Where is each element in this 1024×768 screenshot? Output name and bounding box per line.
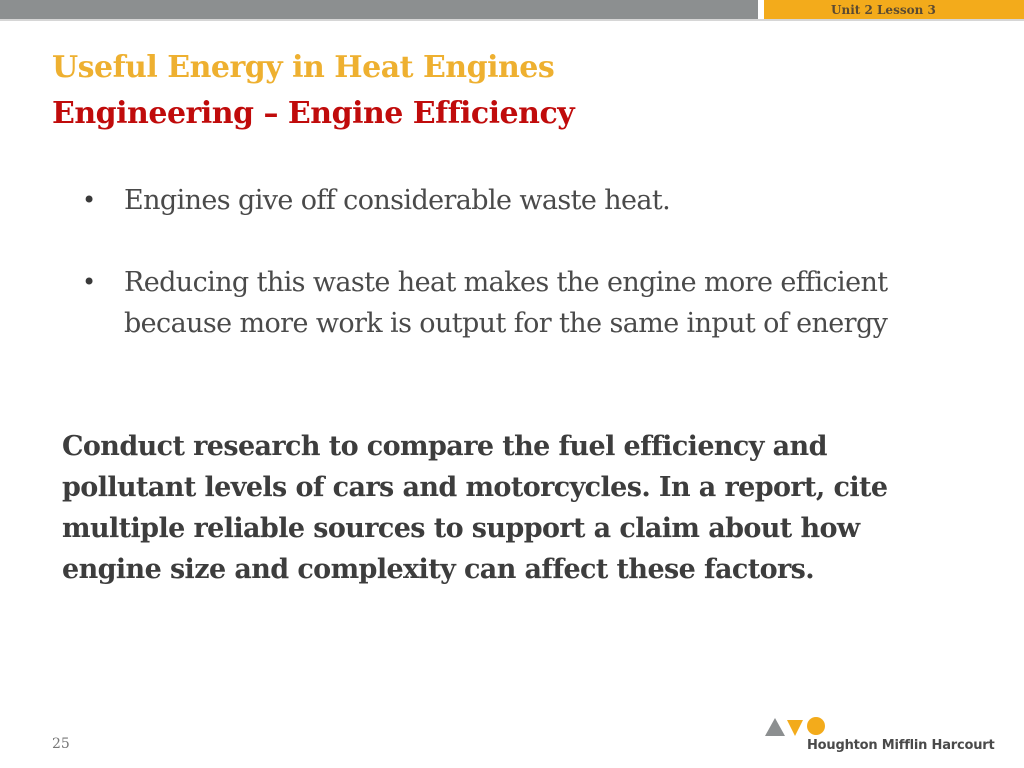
bullet-marker: • — [82, 268, 96, 296]
logo-circle — [807, 717, 825, 735]
bullet-item — [80, 180, 980, 221]
bullet-text: Reducing this waste heat makes the engine more efficient because more work is output for the same input of energy — [124, 267, 888, 339]
logo-v — [787, 720, 803, 736]
top-bar-divider — [0, 19, 1024, 21]
bullet-text: Engines give off considerable waste heat. — [124, 185, 671, 216]
bullet-marker: • — [82, 186, 96, 214]
task-paragraph: Conduct research to compare the fuel efficiency and pollutant levels of cars and motorcycles. In a report, cite multiple reliable sources to support a claim about how engine size and complexity can affect these factors. — [62, 431, 888, 585]
logo-text: Houghton Mifflin Harcourt — [807, 738, 995, 753]
page-number: 25 — [52, 736, 70, 752]
hmh-logo-icon — [765, 716, 829, 738]
top-bar — [0, 0, 758, 19]
publisher-logo — [765, 716, 995, 756]
logo-triangle — [765, 718, 785, 736]
bullet-item — [80, 262, 980, 344]
slide-title: Useful Energy in Heat Engines — [52, 50, 555, 85]
slide-subtitle: Engineering – Engine Efficiency — [52, 96, 575, 131]
bullet-list — [80, 180, 980, 344]
lesson-tab: Unit 2 Lesson 3 — [764, 0, 1024, 19]
